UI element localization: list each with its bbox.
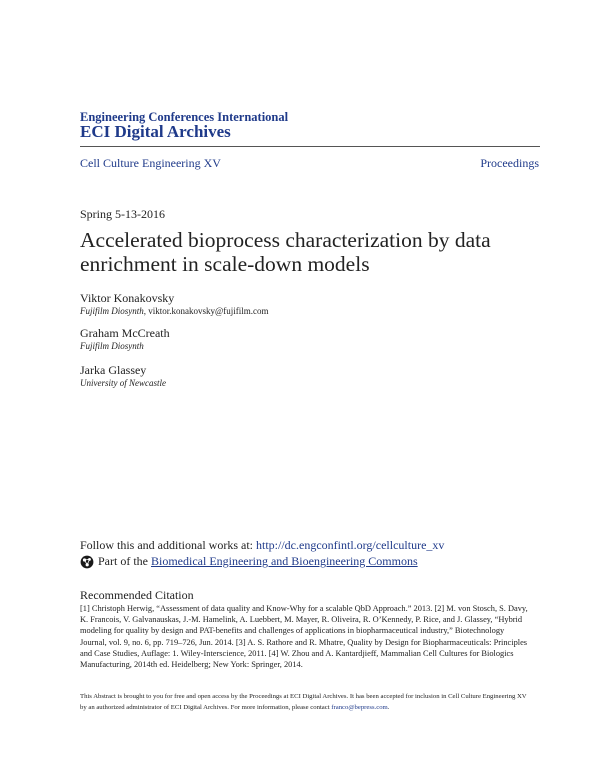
network-commons-icon	[80, 555, 94, 569]
part-of-text: Part of the	[98, 554, 148, 568]
follow-text: Follow this and additional works at:	[80, 538, 256, 552]
email-separator: ,	[143, 306, 149, 316]
follow-line	[80, 538, 444, 553]
publication-date: Spring 5-13-2016	[80, 207, 165, 221]
archive-name[interactable]: ECI Digital Archives	[80, 122, 231, 141]
contact-email-link[interactable]: franco@bepress.com	[331, 703, 388, 711]
part-of-line	[80, 554, 418, 569]
author-affiliation	[80, 306, 269, 316]
author-name: Viktor Konakovsky	[80, 291, 175, 305]
footer-text: This Abstract is brought to you for free and open access by the Proceedings at ECI Digital Archives. It has been accepted for inclusion in Cell Culture Engineering XV by an authorized administrator of ECI Digital Archives. For more information, please contact	[80, 693, 527, 711]
author-affiliation: Fujifilm Diosynth	[80, 341, 144, 351]
author-email[interactable]: viktor.konakovsky@fujifilm.com	[148, 306, 269, 316]
series-link[interactable]: Cell Culture Engineering XV	[80, 156, 221, 170]
org-name[interactable]: Engineering Conferences International	[80, 110, 289, 124]
author-name: Jarka Glassey	[80, 363, 147, 377]
proceedings-link[interactable]: Proceedings	[480, 156, 539, 170]
paper-title: Accelerated bioprocess characterization by data enrichment in scale-down models	[80, 228, 491, 276]
header-divider	[80, 146, 540, 147]
footer-end: .	[387, 703, 390, 711]
footer-note	[80, 692, 530, 713]
author-name: Graham McCreath	[80, 326, 170, 340]
affiliation-text: Fujifilm Diosynth	[80, 306, 144, 316]
recommended-citation-heading: Recommended Citation	[80, 588, 194, 602]
citation-text: [1] Christoph Herwig, “Assessment of data quality and Know-Why for a scalable QbD Approach.” 2013. [2] M. von Stosch, S. Davy, K. Francois, V. Galvanauskas, J.-M. Hamelink, A. Luebbert, M. Mayer, R. Oliveira, R. O’Kennedy, P. Rice, and J. Glassey, “Hybrid modeling for quality by design and PAT-benefits and challenges of applications in biopharmaceutical industry,” Biotechnology Journal, vol. 9, no. 6, pp. 719–726, Jun. 2014. [3] A. S. Rathore and R. Mhatre, Quality by Design for Biopharmaceuticals: Principles and Case Studies, Auflage: 1. Wiley-Interscience, 2011. [4] W. Zhou and A. Kantardjieff, Mammalian Cell Cultures for Biologics Manufacturing, 2014th ed. Heidelberg; New York: Springer, 2014.	[80, 604, 528, 670]
collection-url-link[interactable]: http://dc.engconfintl.org/cellculture_xv	[256, 538, 445, 552]
commons-link[interactable]: Biomedical Engineering and Bioengineering Commons	[151, 554, 418, 568]
author-affiliation: University of Newcastle	[80, 378, 166, 388]
